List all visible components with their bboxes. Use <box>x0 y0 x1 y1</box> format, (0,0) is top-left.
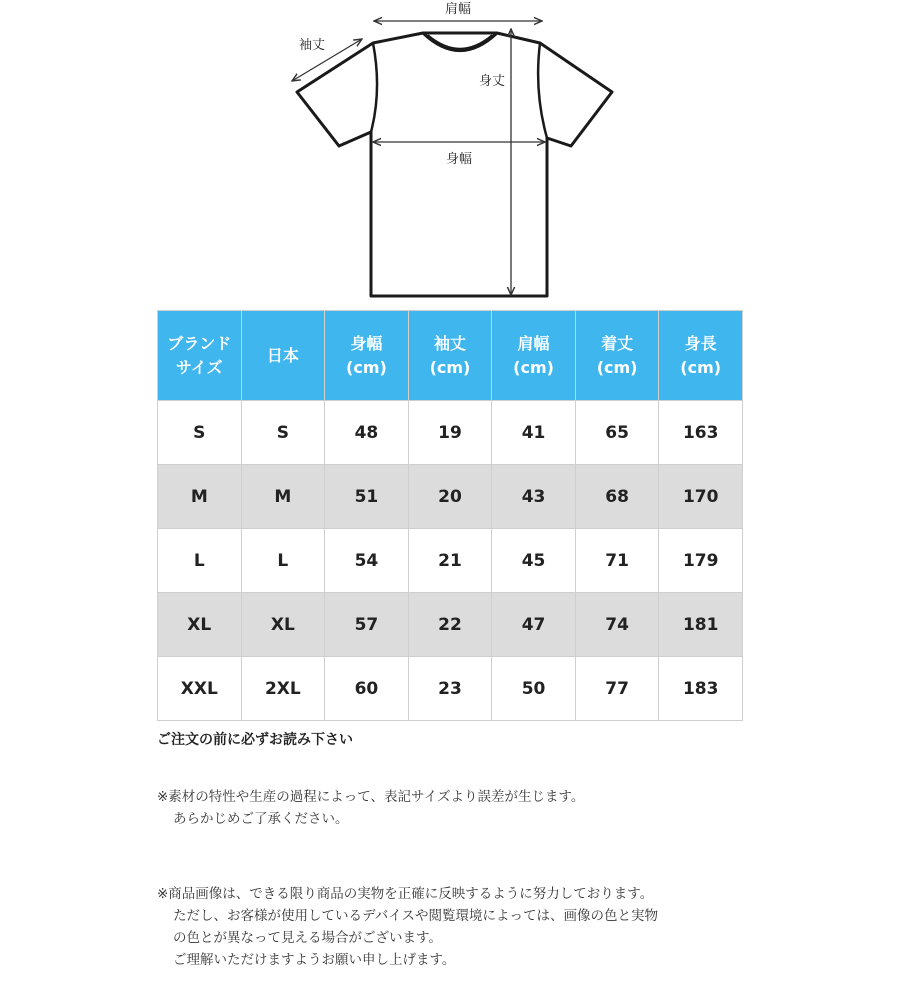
body-length-label: 身丈 <box>478 74 506 89</box>
table-cell: 71 <box>575 529 659 593</box>
table-row <box>158 593 743 657</box>
table-cell: 170 <box>659 465 743 529</box>
chest-width-label: 身幅 <box>445 152 473 167</box>
table-cell: 41 <box>492 401 576 465</box>
table-cell: 21 <box>408 529 492 593</box>
header-height: 身長 (cm) <box>659 311 743 401</box>
table-cell: 68 <box>575 465 659 529</box>
table-cell: M <box>241 465 325 529</box>
table-cell: 57 <box>325 593 409 657</box>
header-total-length: 着丈 (cm) <box>575 311 659 401</box>
table-cell: 19 <box>408 401 492 465</box>
table-cell: M <box>158 465 242 529</box>
table-cell: 77 <box>575 657 659 721</box>
notes-heading: ご注文の前に必ずお読み下さい <box>157 732 353 748</box>
table-cell: XL <box>241 593 325 657</box>
shoulder-width-label: 肩幅 <box>444 2 472 17</box>
note-continuation: あらかじめご了承ください。 <box>173 811 349 827</box>
table-cell: 48 <box>325 401 409 465</box>
table-cell: 74 <box>575 593 659 657</box>
table-cell: XL <box>158 593 242 657</box>
table-cell: 23 <box>408 657 492 721</box>
tshirt-measurement-diagram <box>0 0 900 305</box>
table-cell: XXL <box>158 657 242 721</box>
note-item <box>157 861 857 993</box>
header-sleeve-length: 袖丈 (cm) <box>408 311 492 401</box>
table-cell: 163 <box>659 401 743 465</box>
table-cell: 45 <box>492 529 576 593</box>
table-row <box>158 529 743 593</box>
table-cell: 183 <box>659 657 743 721</box>
table-cell: 43 <box>492 465 576 529</box>
size-chart-table <box>157 310 743 721</box>
table-cell: 181 <box>659 593 743 657</box>
table-row <box>158 465 743 529</box>
table-cell: L <box>241 529 325 593</box>
table-cell: 20 <box>408 465 492 529</box>
table-cell: 50 <box>492 657 576 721</box>
table-row <box>158 401 743 465</box>
table-cell: 22 <box>408 593 492 657</box>
size-table-header-row <box>158 311 743 401</box>
order-notes <box>157 729 857 993</box>
table-cell: 51 <box>325 465 409 529</box>
table-cell: 47 <box>492 593 576 657</box>
table-cell: 2XL <box>241 657 325 721</box>
note-item <box>157 764 857 852</box>
header-japan-size: 日本 <box>241 311 325 401</box>
table-cell: 54 <box>325 529 409 593</box>
header-chest-width: 身幅 (cm) <box>325 311 409 401</box>
note-first-line: ※商品画像は、できる限り商品の実物を正確に反映するように努力しております。 <box>157 886 654 902</box>
table-cell: 60 <box>325 657 409 721</box>
note-first-line: ※素材の特性や生産の過程によって、表記サイズより誤差が生じます。 <box>157 789 585 805</box>
table-cell: 179 <box>659 529 743 593</box>
table-cell: L <box>158 529 242 593</box>
note-continuation: ただし、お客様が使用しているデバイスや閲覧環境によっては、画像の色と実物 の色とが異なって見える場合がございます。 ご理解いただけますようお願い申し上げます。 <box>173 908 659 968</box>
table-cell: S <box>241 401 325 465</box>
table-cell: S <box>158 401 242 465</box>
header-shoulder-width: 肩幅 (cm) <box>492 311 576 401</box>
table-row <box>158 657 743 721</box>
sleeve-length-label: 袖丈 <box>298 38 326 53</box>
header-brand-size: ブランド サイズ <box>158 311 242 401</box>
table-cell: 65 <box>575 401 659 465</box>
